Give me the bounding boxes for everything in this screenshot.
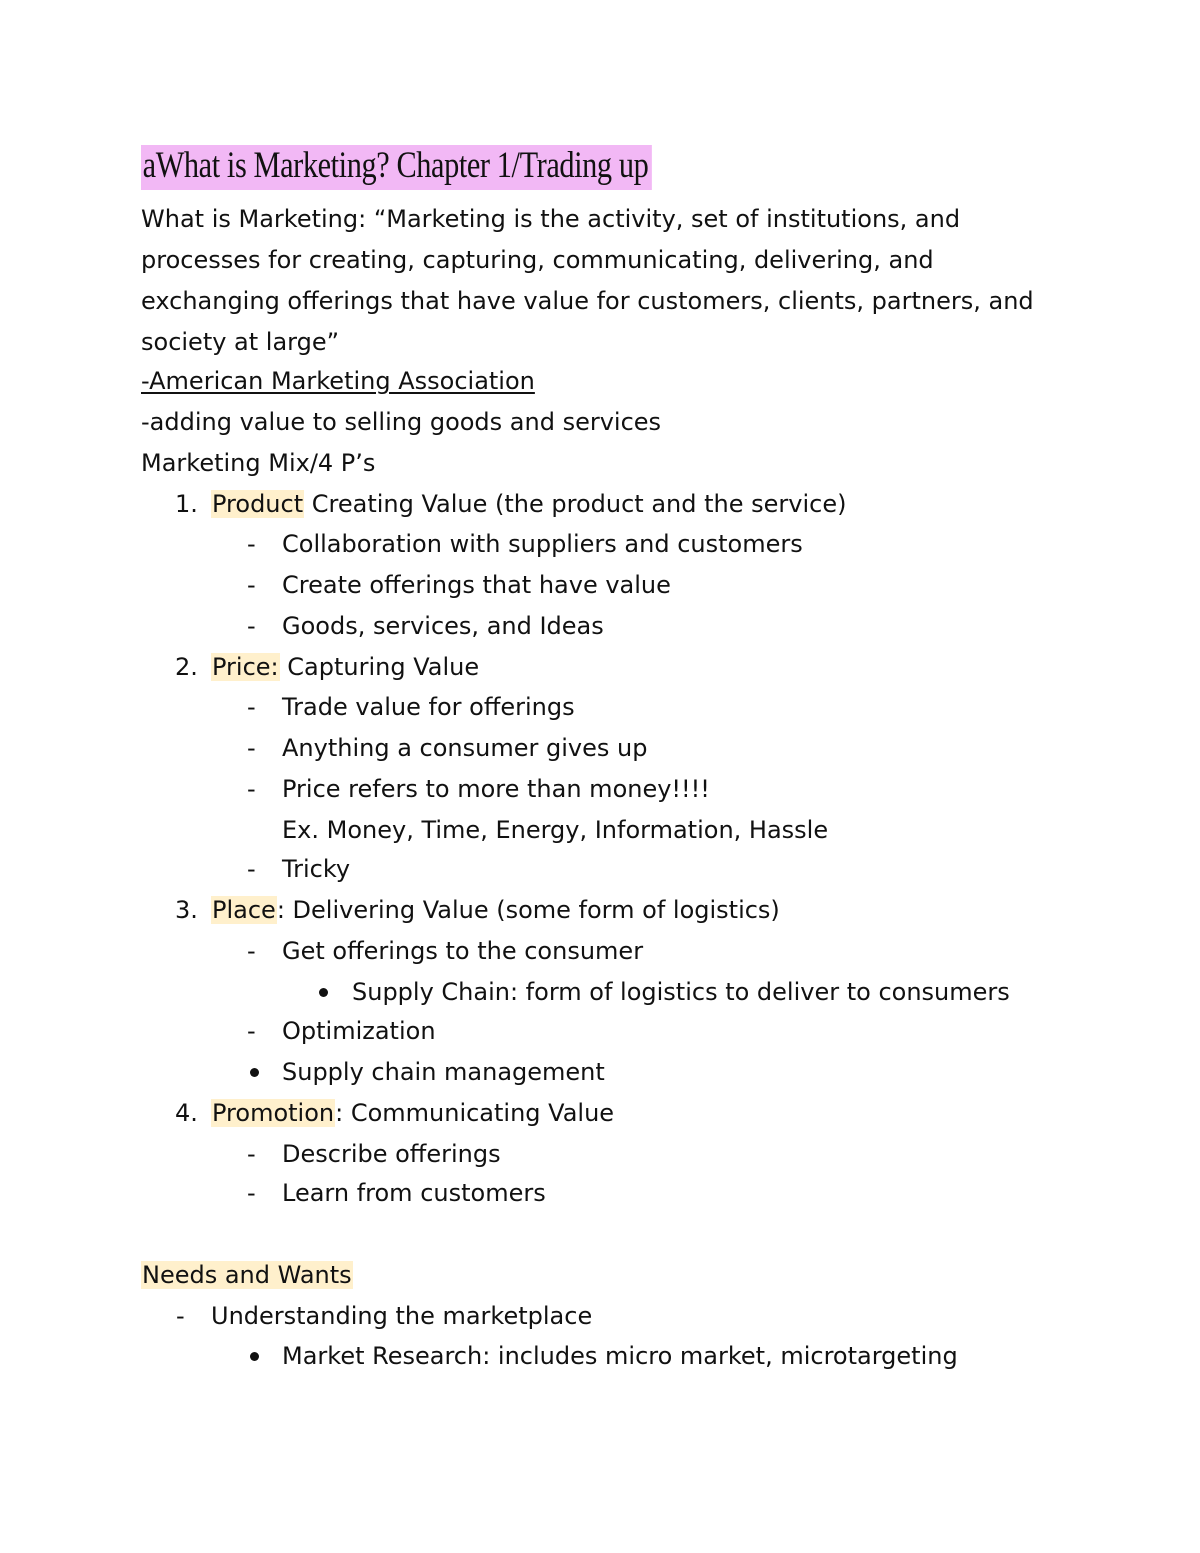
place-description: : Delivering Value (some form of logistics): [276, 896, 780, 924]
definition-line-2: processes for creating, capturing, communicating, delivering, and: [141, 246, 934, 274]
list-number: 2.: [175, 653, 198, 681]
list-item: Describe offerings: [282, 1140, 501, 1168]
dash-marker: -: [247, 612, 256, 640]
dash-marker: -: [247, 1179, 256, 1207]
bullet-icon: [250, 1352, 259, 1361]
list-item-price: [211, 652, 479, 682]
bullet-icon: [319, 988, 328, 997]
definition-line-1: What is Marketing: “Marketing is the activity, set of institutions, and: [141, 205, 961, 233]
list-number: 1.: [175, 490, 198, 518]
example-line: Ex. Money, Time, Energy, Information, Hassle: [282, 816, 829, 844]
dash-marker: -: [247, 571, 256, 599]
list-item-product: [211, 489, 846, 519]
list-number: 4.: [175, 1099, 198, 1127]
list-item: Tricky: [282, 855, 351, 883]
product-description: Creating Value (the product and the service): [304, 490, 847, 518]
list-number: 3.: [175, 896, 198, 924]
highlight-promotion: Promotion: [212, 1099, 335, 1127]
list-item: Supply Chain: form of logistics to deliver to consumers: [352, 978, 1010, 1006]
price-description: Capturing Value: [279, 653, 480, 681]
list-item: Get offerings to the consumer: [282, 937, 644, 965]
dash-marker: -: [247, 1017, 256, 1045]
highlight-needs: Needs and Wants: [142, 1261, 352, 1289]
dash-marker: -: [247, 734, 256, 762]
promotion-description: : Communicating Value: [335, 1099, 615, 1127]
list-item: Market Research: includes micro market, microtargeting: [282, 1342, 958, 1370]
attribution: -American Marketing Association: [141, 367, 535, 395]
list-item: Understanding the marketplace: [211, 1302, 593, 1330]
dash-marker: -: [247, 937, 256, 965]
bullet-icon: [250, 1068, 259, 1077]
note-line: -adding value to selling goods and services: [141, 408, 662, 436]
highlight-price: Price:: [212, 653, 279, 681]
dash-marker: -: [247, 775, 256, 803]
list-item: Create offerings that have value: [282, 571, 671, 599]
mix-heading: Marketing Mix/4 P’s: [141, 449, 376, 477]
list-item: Collaboration with suppliers and customers: [282, 530, 803, 558]
list-item: Price refers to more than money!!!!: [282, 775, 710, 803]
page-title: aWhat is Marketing? Chapter 1/Trading up: [141, 143, 652, 193]
definition-line-3: exchanging offerings that have value for customers, clients, partners, and: [141, 287, 1034, 315]
highlight-product: Product: [212, 490, 304, 518]
list-item: Anything a consumer gives up: [282, 734, 648, 762]
definition-line-4: society at large”: [141, 328, 340, 356]
list-item: Learn from customers: [282, 1179, 546, 1207]
list-item: Optimization: [282, 1017, 436, 1045]
list-item: Trade value for offerings: [282, 693, 575, 721]
dash-marker: -: [247, 855, 256, 883]
dash-marker: -: [247, 693, 256, 721]
needs-heading: [141, 1260, 353, 1290]
list-item: Goods, services, and Ideas: [282, 612, 604, 640]
list-item-place: [211, 895, 780, 925]
dash-marker: -: [247, 1140, 256, 1168]
dash-marker: -: [247, 530, 256, 558]
list-item-promotion: [211, 1098, 614, 1128]
highlight-place: Place: [212, 896, 276, 924]
list-item: Supply chain management: [282, 1058, 605, 1086]
dash-marker: -: [176, 1302, 185, 1330]
